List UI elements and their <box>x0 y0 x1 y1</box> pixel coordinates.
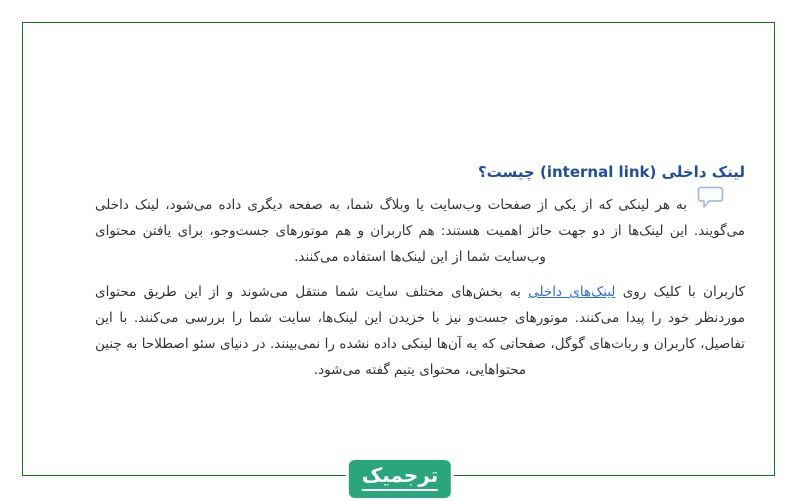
paragraph-intro <box>95 192 745 270</box>
internal-links-link[interactable]: لینک‌های داخلی <box>528 284 616 300</box>
tarjomik-logo-text: ترجمیک <box>362 463 438 491</box>
paragraph-details-before-link: کاربران با کلیک روی <box>615 284 746 300</box>
paragraph-intro-text: به هر لینکی که از یکی از صفحات وب‌سایت یا وبلاگ شما، به صفحه دیگری داده می‌شود، لینک داخلی می‌گویند. این لینک‌ها از دو جهت حائز اهمیت هستند: هم کاربران و هم موتورهای جست‌وجو، برای یافتن محتوای وب‌سایت شما از این لینک‌ها استفاده می‌کنند. <box>95 197 745 265</box>
paragraph-details <box>95 279 745 383</box>
tarjomik-logo-badge <box>346 457 454 500</box>
article-content <box>95 161 745 392</box>
article-heading: لینک داخلی (internal link) چیست؟ <box>477 163 745 181</box>
paragraph-details-after-link: به بخش‌های مختلف سایت شما منتقل می‌شوند و از این طریق محتوای موردنظر خود را پیدا می‌کنند. موتورهای جست‌و نیز با خزیدن این لینک‌ها، سایت شما را بررسی می‌کنند. با این تفاصیل، کاربران و ربات‌های گوگل، صفحاتی که به آن‌ها لینکی داده نشده را نمی‌بینند. در دنیای سئو اصطلاحا به چنین محتواهایی، محتوای یتیم گفته می‌شود. <box>95 284 745 378</box>
